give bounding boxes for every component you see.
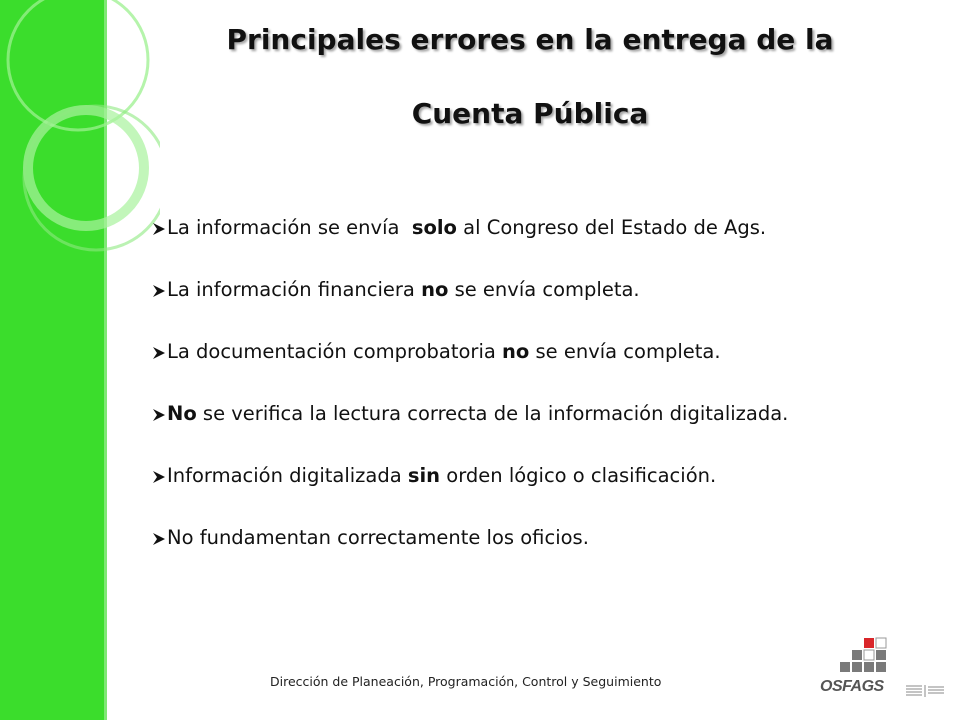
arrow-bullet-icon — [152, 284, 166, 298]
bullet-text-post: al Congreso del Estado de Ags. — [456, 216, 767, 239]
bullet-text-post: se envía completa. — [529, 340, 721, 363]
slide-title — [130, 24, 930, 130]
bullet-text-pre: Información digitalizada — [167, 464, 408, 487]
bullet-item — [152, 278, 788, 340]
bullet-list — [152, 216, 788, 588]
bullet-text-pre: La información se envía — [167, 216, 412, 239]
bullet-item — [152, 526, 788, 588]
osfags-logo — [820, 632, 948, 704]
bullet-text-post: se verifica la lectura correcta de la información digitalizada. — [196, 402, 789, 425]
bullet-text-bold: no — [502, 340, 530, 363]
arrow-bullet-icon — [152, 532, 166, 546]
arrow-bullet-icon — [152, 346, 166, 360]
title-line-1: Principales errores en la entrega de la — [226, 23, 834, 56]
bullet-text-bold: solo — [411, 216, 457, 239]
arrow-bullet-icon — [152, 222, 166, 236]
bullet-text-pre: La documentación comprobatoria — [167, 340, 503, 363]
arrow-bullet-icon — [152, 470, 166, 484]
slide-footer: Dirección de Planeación, Programación, Control y Seguimiento — [270, 674, 662, 689]
logo-fine-print — [906, 684, 946, 698]
bullet-text-bold: No — [167, 402, 197, 425]
bullet-text-post: orden lógico o clasificación. — [440, 464, 717, 487]
bullet-text-pre: La información financiera — [167, 278, 422, 301]
bullet-item — [152, 464, 788, 526]
bullet-text-bold: sin — [407, 464, 441, 487]
bullet-item — [152, 402, 788, 464]
logo-squares-icon — [820, 632, 948, 680]
logo-text: OSFAGS — [820, 678, 884, 695]
bullet-item — [152, 216, 788, 278]
bullet-item — [152, 340, 788, 402]
bullet-text-pre: No fundamentan correctamente los oficios. — [167, 526, 589, 549]
bullet-text-post: se envía completa. — [448, 278, 640, 301]
bullet-text-bold: no — [421, 278, 449, 301]
title-line-2: Cuenta Pública — [411, 97, 649, 130]
arrow-bullet-icon — [152, 408, 166, 422]
